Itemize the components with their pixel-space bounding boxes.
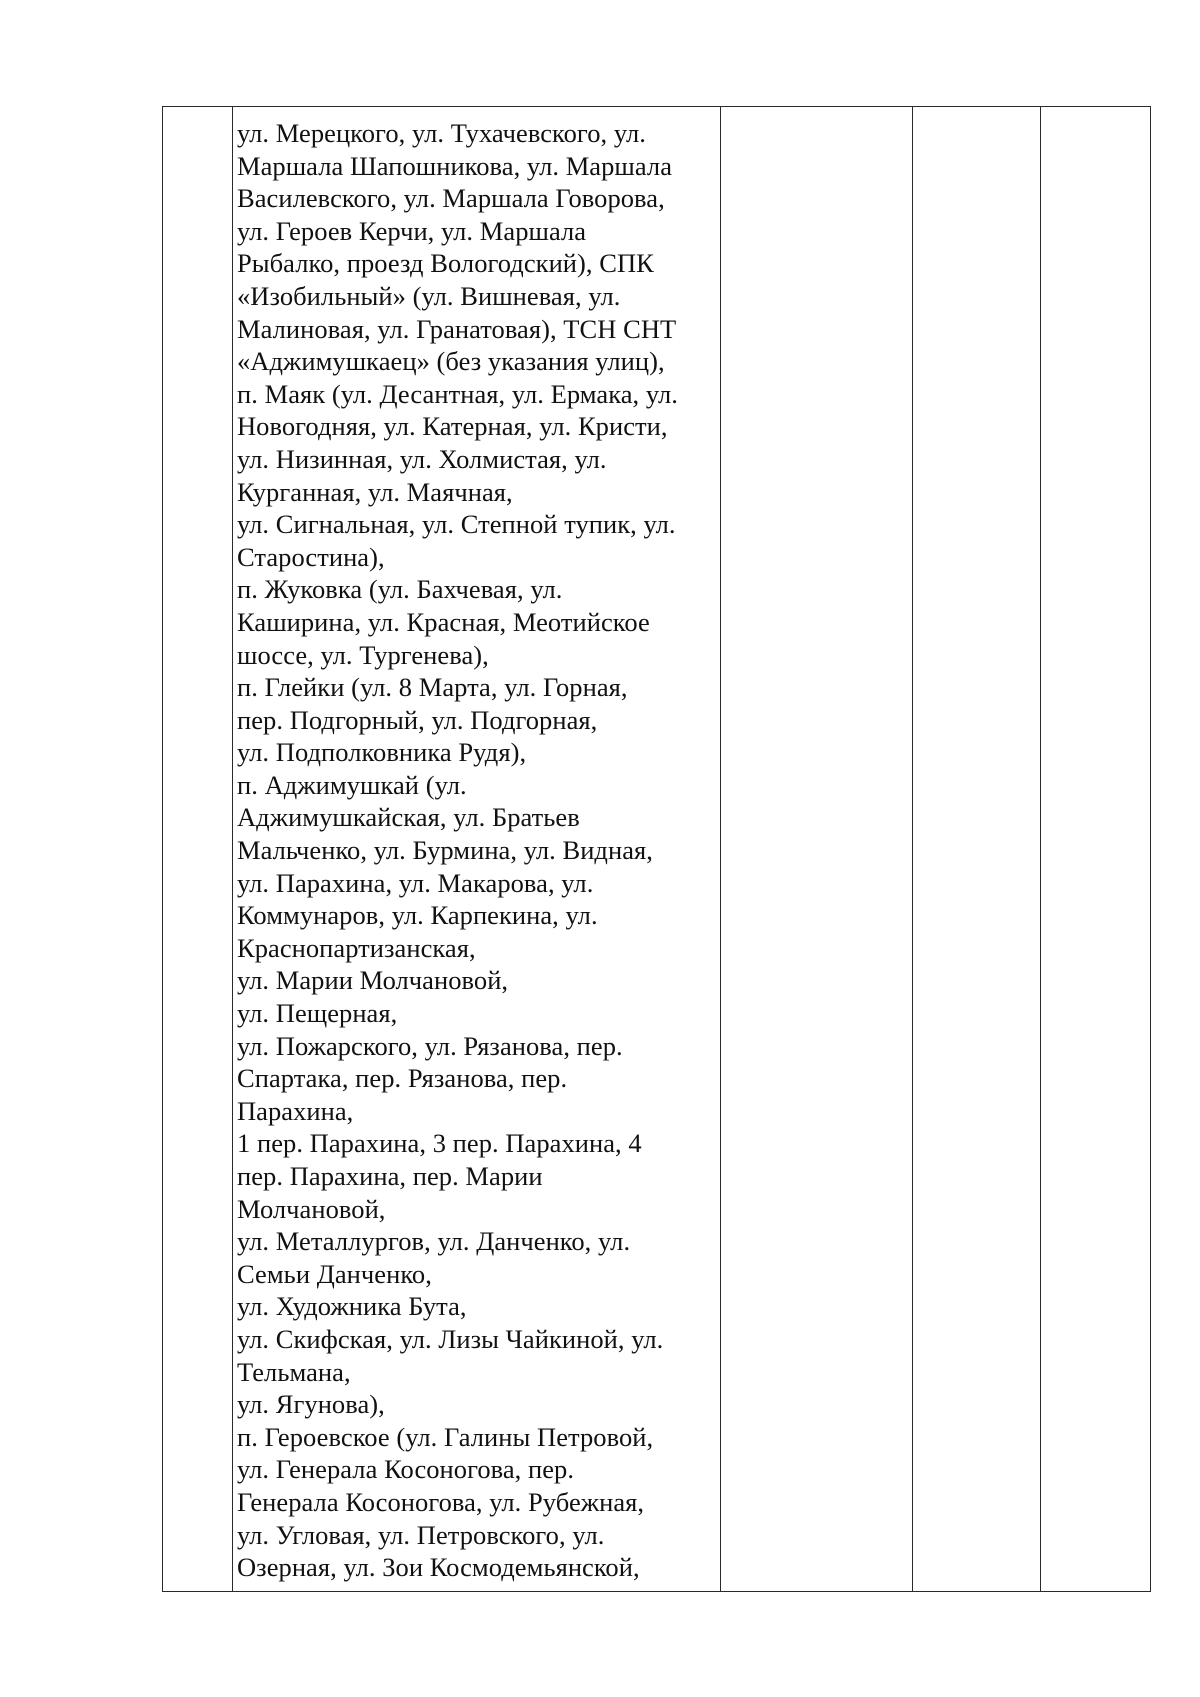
address-line: ул. Угловая, ул. Петровского, ул. <box>237 1519 605 1550</box>
empty-cell-col4 <box>913 107 1041 1592</box>
address-line: Молчановой, <box>237 1193 386 1224</box>
address-line: Каширина, ул. Красная, Меотийское <box>237 606 650 637</box>
address-line: Мальченко, ул. Бурмина, ул. Видная, <box>237 835 653 866</box>
address-line: пер. Парахина, пер. Марии <box>237 1161 543 1191</box>
address-line: ул. Пещерная, <box>237 998 398 1029</box>
address-line: Тельмана, <box>237 1356 351 1387</box>
address-line: 1 пер. Парахина, 3 пер. Парахина, 4 <box>237 1128 642 1159</box>
address-line: ул. Мерецкого, ул. Тухачевского, ул. <box>237 118 646 148</box>
address-line: ул. Парахина, ул. Макарова, ул. <box>237 867 594 898</box>
empty-cell-col5 <box>1041 107 1151 1592</box>
address-line: ул. Металлургов, ул. Данченко, ул. <box>237 1226 631 1257</box>
address-line: п. Глейки (ул. 8 Марта, ул. Горная, <box>237 672 628 703</box>
address-line: «Изобильный» (ул. Вишневая, ул. <box>237 280 621 311</box>
address-line: ул. Низинная, ул. Холмистая, ул. <box>237 443 607 474</box>
address-line: Озерная, ул. Зои Космодемьянской, <box>237 1552 640 1583</box>
address-line: Старостина), <box>237 541 385 572</box>
address-line: шоссе, ул. Тургенева), <box>237 639 489 670</box>
address-line: ул. Героев Керчи, ул. Маршала <box>237 215 587 246</box>
address-line: ул. Генерала Косоногова, пер. <box>237 1454 575 1485</box>
address-line: Спартака, пер. Рязанова, пер. <box>237 1063 568 1094</box>
address-line: п. Маяк (ул. Десантная, ул. Ермака, ул. <box>237 378 678 409</box>
address-line: Коммунаров, ул. Карпекина, ул. <box>237 900 598 931</box>
address-line: пер. Подгорный, ул. Подгорная, <box>237 704 598 735</box>
address-line: ул. Пожарского, ул. Рязанова, пер. <box>237 1030 623 1061</box>
address-line: п. Жуковка (ул. Бахчевая, ул. <box>237 574 563 605</box>
address-line: Парахина, <box>237 1095 354 1126</box>
address-line: ул. Художника Бута, <box>237 1291 467 1322</box>
address-line: Новогодняя, ул. Катерная, ул. Кристи, <box>237 411 668 442</box>
address-line: «Аджимушкаец» (без указания улиц), <box>237 346 665 377</box>
address-table <box>162 106 1151 1592</box>
address-cell <box>233 107 721 1592</box>
address-line: Малиновая, ул. Гранатовая), ТСН СНТ <box>237 313 677 344</box>
address-line: ул. Марии Молчановой, <box>237 965 509 996</box>
address-line: Семьи Данченко, <box>237 1258 432 1289</box>
address-line: Маршала Шапошникова, ул. Маршала <box>237 150 673 181</box>
address-line: Генерала Косоногова, ул. Рубежная, <box>237 1486 645 1517</box>
address-line: Василевского, ул. Маршала Говорова, <box>237 183 665 214</box>
address-line: ул. Подполковника Рудя), <box>237 737 527 768</box>
address-line: п. Аджимушкай (ул. <box>237 769 467 800</box>
address-line: ул. Скифская, ул. Лизы Чайкиной, ул. <box>237 1323 664 1354</box>
address-line: Рыбалко, проезд Вологодский), СПК <box>237 248 654 279</box>
address-line: ул. Ягунова), <box>237 1389 385 1420</box>
address-line: Курганная, ул. Маячная, <box>237 476 513 507</box>
address-line: Аджимушкайская, ул. Братьев <box>237 802 580 833</box>
address-line: Краснопартизанская, <box>237 932 476 963</box>
address-line: п. Героевское (ул. Галины Петровой, <box>237 1421 654 1452</box>
table-row <box>163 107 1151 1592</box>
address-line: ул. Сигнальная, ул. Степной тупик, ул. <box>237 509 676 540</box>
number-cell <box>163 107 233 1592</box>
empty-cell-col3 <box>721 107 913 1592</box>
